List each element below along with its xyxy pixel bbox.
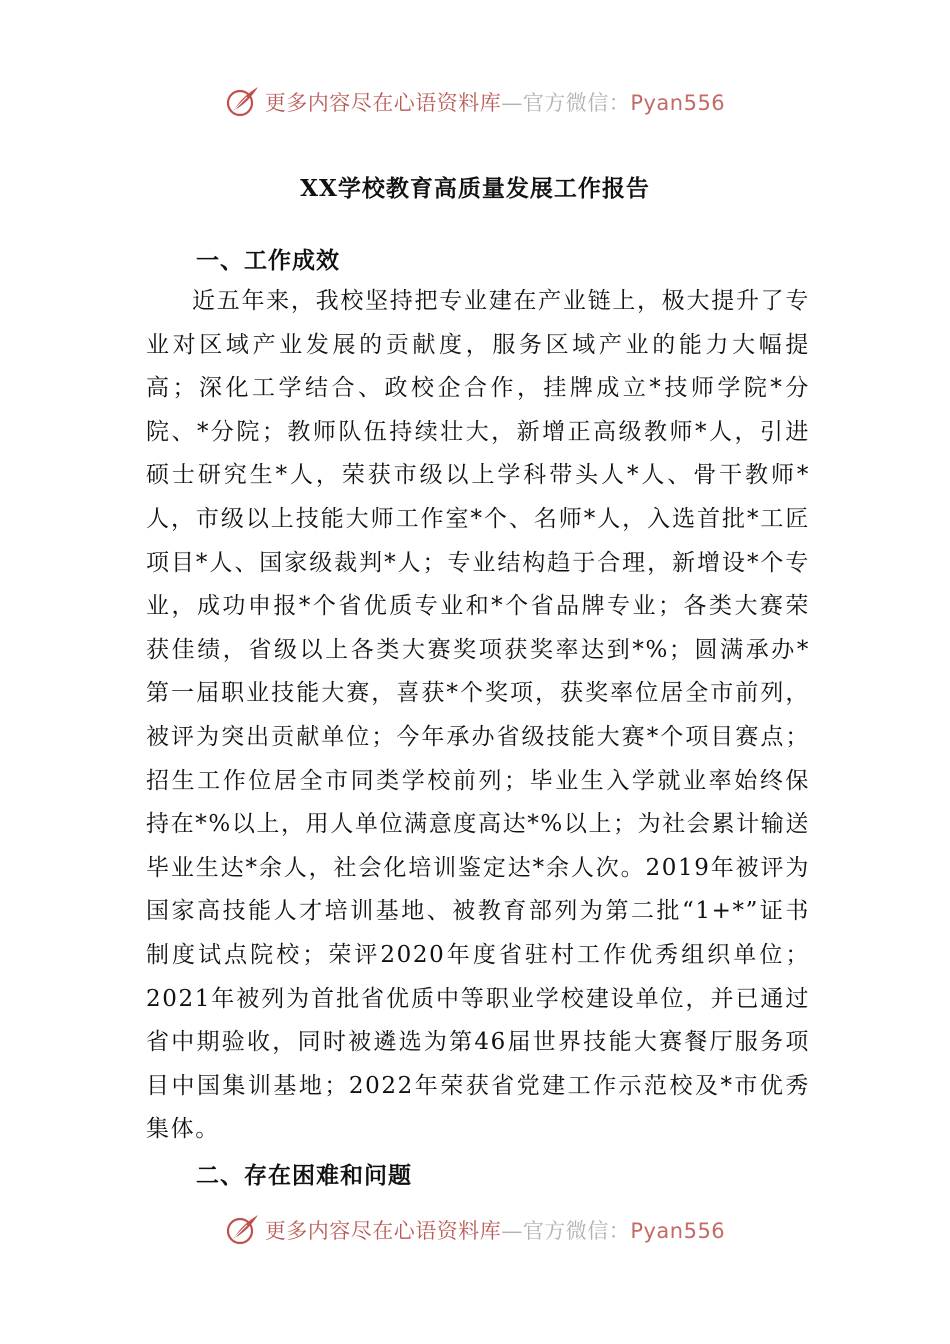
section-heading-2: 二、存在困难和问题 xyxy=(196,1162,412,1189)
watermark-wechat-id: Pyan556 xyxy=(630,91,726,115)
section-heading-1: 一、工作成效 xyxy=(196,247,340,274)
watermark-dash: — xyxy=(501,91,523,115)
watermark-text xyxy=(265,87,725,117)
watermark-wechat-label: 官方微信： xyxy=(522,1219,631,1243)
watermark-brand: 更多内容尽在心语资料库 xyxy=(264,1219,502,1243)
section-1-body: 近五年来，我校坚持把专业建在产业链上，极大提升了专业对区域产业发展的贡献度，服务区域产业的能力大幅提高；深化工学结合、政校企合作，挂牌成立*技师学院*分院、*分院；教师队伍持续壮大，新增正高级教师*人，引进硕士研究生*人，荣获市级以上学科带头人*人、骨干教师*人，市级以上技能大师工作室*个、名师*人，入选首批*工匠项目*人、国家级裁判*人；专业结构趋于合理，新增设*个专业，成功申报*个省优质专业和*个省品牌专业；各类大赛荣获佳绩，省级以上各类大赛奖项获奖率达到*%；圆满承办*第一届职业技能大赛，喜获*个奖项，获奖率位居全市前列，被评为突出贡献单位；今年承办省级技能大赛*个项目赛点；招生工作位居全市同类学校前列；毕业生入学就业率始终保持在*%以上，用人单位满意度高达*%以上；为社会累计输送毕业生达*余人，社会化培训鉴定达*余人次。2019年被评为国家高技能人才培训基地、被教育部列为第二批“1+*”证书制度试点院校；荣评2020年度省驻村工作优秀组织单位；2021年被列为首批省优质中等职业学校建设单位，并已通过省中期验收，同时被遴选为第46届世界技能大赛餐厅服务项目中国集训基地；2022年荣获省党建工作示范校及*市优秀集体。 xyxy=(146,288,810,1143)
watermark-footer xyxy=(0,1208,950,1252)
document-title: XX学校教育高质量发展工作报告 xyxy=(300,175,650,202)
watermark-header xyxy=(0,80,950,124)
watermark-wechat-id: Pyan556 xyxy=(630,1219,726,1243)
watermark-wechat-label: 官方微信： xyxy=(522,91,631,115)
watermark-text xyxy=(265,1215,725,1245)
quill-logo-icon xyxy=(225,1212,261,1248)
quill-logo-icon xyxy=(225,84,261,120)
watermark-dash: — xyxy=(501,1219,523,1243)
watermark-brand: 更多内容尽在心语资料库 xyxy=(264,91,502,115)
